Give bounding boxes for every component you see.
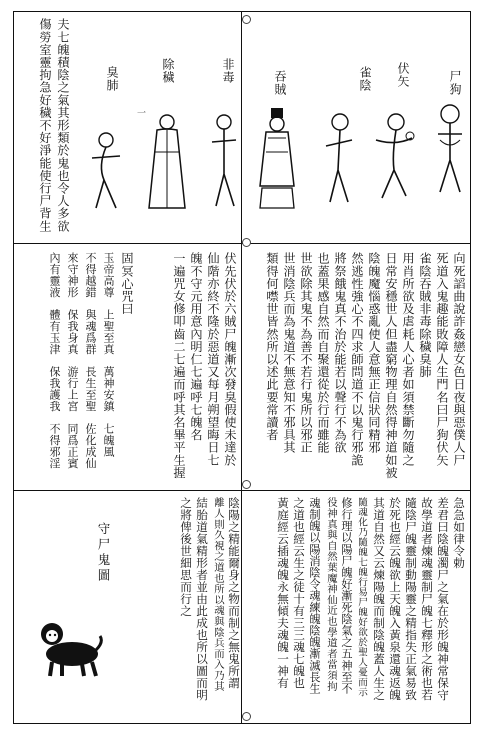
text-column: 內有靈液 體有玉津 保我護我 不得邪淫 — [48, 252, 61, 469]
text-column: 於死也經云魄欲上天魄入黃泉還魂返魄 — [388, 497, 402, 701]
text-column: 雀陰吞賊非毒除穢臭肺 — [418, 252, 432, 378]
binding-hole-icon — [242, 480, 251, 489]
text-column: 故學道者煉魂靈制尸魄七釋形之術也若 — [420, 497, 434, 701]
text-column: 陰魄魔惱惑亂使人意無正信狀同精邪 — [367, 252, 381, 454]
text-column: 來守神形 保我身真 游行上宮 同爲正賓 — [66, 252, 79, 469]
text-column: 急急如律令勅 — [452, 497, 466, 569]
text-column: 伏先伏於六賊尸魄漸次發臭假使未達於 — [223, 252, 237, 467]
text-column: 仙階亦終不隆於惡道又每月朔望晦日七 — [206, 252, 220, 467]
text-column: 世欲除其鬼不為善不若行鬼所以邪正 — [299, 252, 313, 454]
figure-shigou-icon — [430, 100, 470, 200]
figure-chuhui-icon — [143, 112, 191, 214]
figure-fushi-icon — [370, 110, 418, 205]
binding-hole-icon — [242, 712, 251, 721]
text-column: 離人則久視之道也所以魂與陰兵而入乃其 — [212, 497, 224, 692]
text-column: 黃庭經云插魂魄永無傾夫魂魄一神有 — [276, 497, 290, 689]
small-mark: 一 — [135, 108, 145, 118]
text-column: 將祭餓鬼真不治於能若以聲行不為欲 — [333, 252, 347, 454]
section-title: 守尸鬼圖 — [96, 522, 111, 584]
text-column: 夫七魄積陰之氣其形類於鬼也令人多欲 — [56, 18, 70, 233]
text-column: 不得越錯 與魂爲群 長生至聖 佐化成仙 — [84, 252, 97, 469]
binding-hole-icon — [242, 238, 251, 247]
text-column: 世消陰兵而為鬼道不無意知不邪具其 — [282, 252, 296, 454]
text-column: 之道也經云生之徒十有三三魂七魄也 — [292, 497, 306, 689]
text-column: 傷勞室靈拘急好穢不好淨能使行尸背生 — [38, 18, 52, 233]
text-column: 一遍咒女修叩齒二七遍而呼其名畢平生握 — [172, 252, 186, 479]
figure-label: 吞賊 — [273, 70, 287, 96]
figure-label: 除穢 — [161, 58, 175, 84]
binding-hole-icon — [242, 15, 251, 24]
text-column: 役神真與自然葉魔神仙近也學道者當須拘 — [325, 497, 337, 692]
text-column: 差君曰陰魄濁尸之氣在於形魄神常保守 — [436, 497, 450, 701]
figure-feidu-icon — [206, 112, 242, 212]
text-column: 結胎道氣精形者並由此成也所以圖而明 — [195, 497, 209, 701]
text-column: 隨陰尸魄靈制動陽靈之精指失正氣易致 — [404, 497, 418, 701]
text-column: 魄不守元用意內明仁七遍呼七魄名 — [189, 252, 203, 441]
figure-choufei-icon — [84, 130, 128, 212]
figure-label: 伏矢 — [396, 62, 410, 88]
text-column: 固冥心咒曰 — [120, 252, 134, 315]
text-column: 玉帝高尊 上聖至真 萬神安鎮 七魄風 — [102, 252, 115, 458]
text-column: 然逃性強心不四求師問道不以鬼行邪詭 — [350, 252, 364, 467]
text-column: 類得何噤世皆然所以述此要常讀者 — [265, 252, 279, 441]
figure-queyin-icon — [320, 110, 360, 210]
text-column: 修行理以陽尸魄好漸死陰氣之五神至不 — [340, 497, 353, 695]
lower-divider — [13, 490, 471, 491]
text-column: 向死謟曲說詐姦戀女色日夜與惡僕人尸 — [452, 252, 466, 467]
figure-label: 雀陰 — [358, 66, 372, 92]
text-column: 魂制魄以陽消陰令魂練魄陰魄漸滅長生 — [308, 497, 321, 695]
text-column: 陰陽之精能爾身之物而制之無鬼所謂 — [227, 497, 241, 689]
text-column: 其道自然又云煉陽魄而制陰魄蓋人生之 — [372, 497, 386, 701]
figure-label: 臭肺 — [105, 66, 119, 92]
text-column: 隨魂化乃隨魄七魄行易尸魄好欲於聖人憂而示 — [356, 497, 367, 697]
text-column: 也蓋果感自然而自聚還從於行而雖能 — [316, 252, 330, 454]
figure-label: 尸狗 — [448, 70, 462, 96]
guardian-dog-icon — [30, 618, 104, 680]
text-column: 之將俾後世細思而行之 — [179, 497, 193, 617]
figure-tunzei-icon — [254, 108, 300, 216]
text-column: 日常安穩世人但盡窮物理自然得神道如被 — [384, 252, 398, 479]
figure-label: 非毒 — [221, 58, 235, 84]
text-column: 死道入鬼趣能敗障人生門名曰尸狗伏矢 — [435, 252, 449, 467]
text-column: 用肖所欲及虐耗人心者如須禁斷勿隨之 — [401, 252, 415, 467]
